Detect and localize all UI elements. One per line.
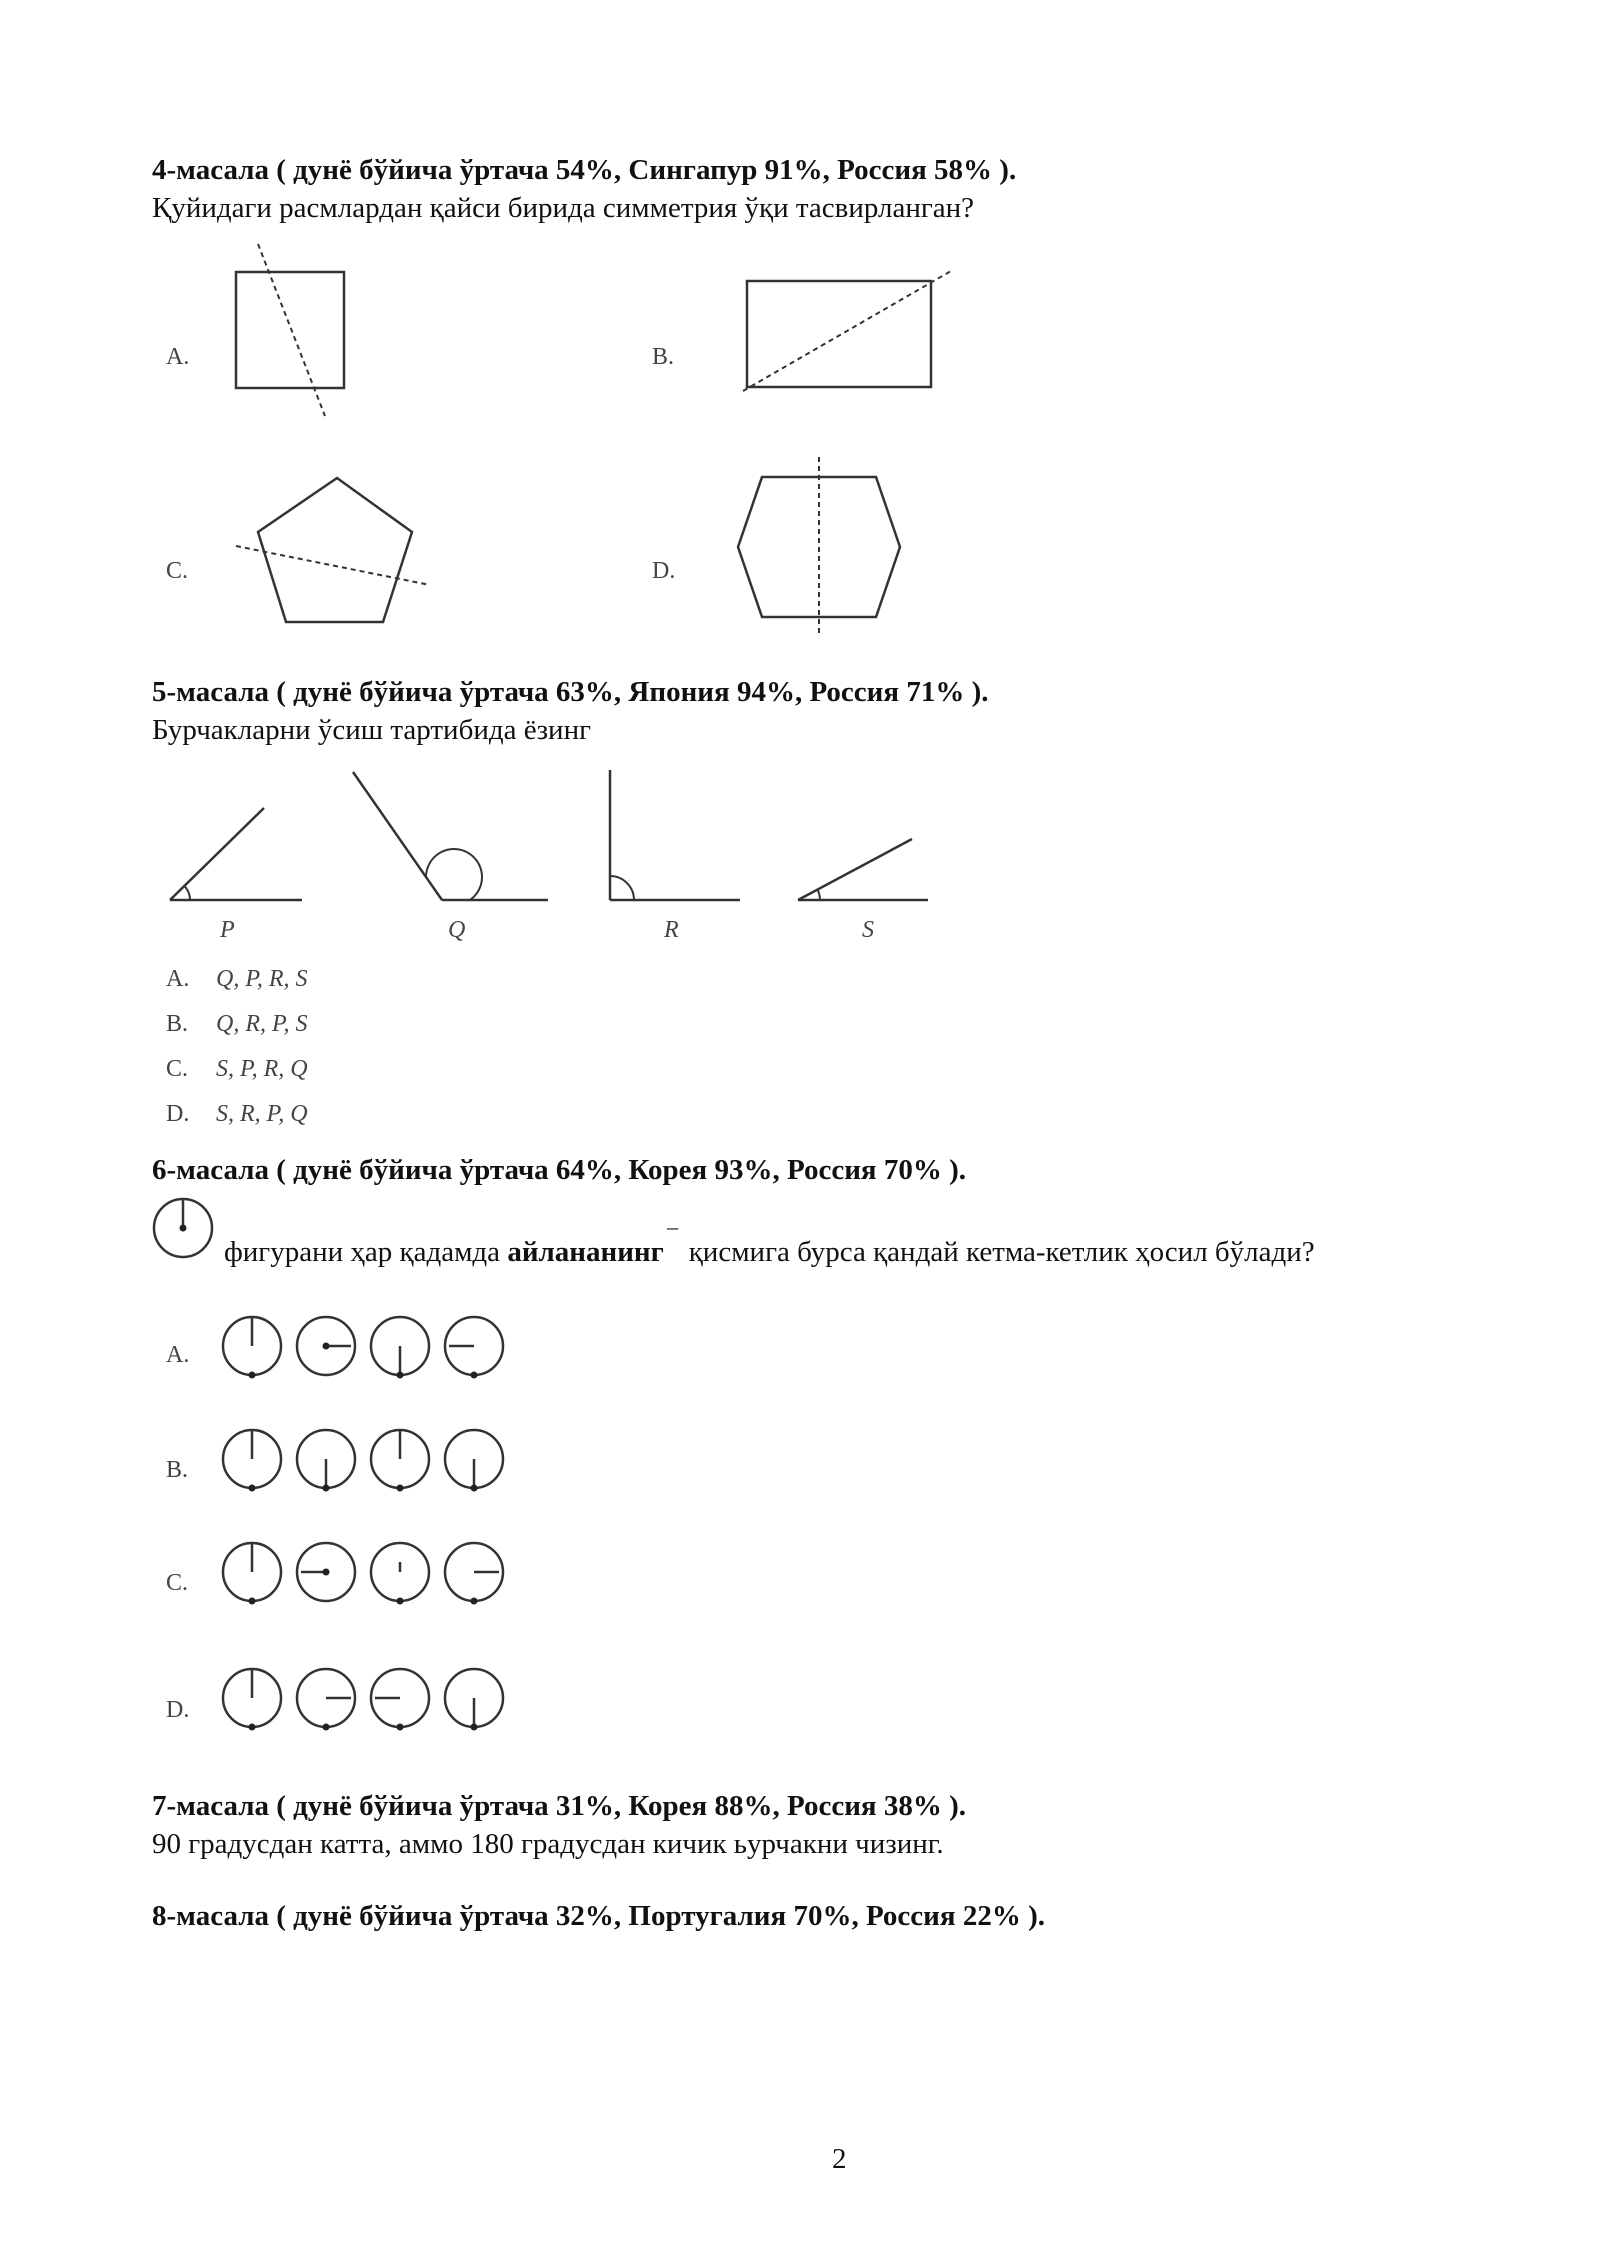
fraction-mark: ‾ (667, 1226, 678, 1258)
option-b-label: B. (652, 344, 675, 370)
rotated-circle-1 (223, 1543, 281, 1605)
rotated-circle-3 (371, 1543, 429, 1605)
option-c-label: C. (166, 558, 189, 584)
option-c-letter: C. (166, 1056, 189, 1082)
seq-option-c-label: C. (166, 1570, 189, 1596)
hexagon-with-vertical-line-figure (730, 455, 910, 640)
rotated-circle-1 (223, 1430, 281, 1492)
problem-5-question: Бурчакларни ўсиш тартибида ёзинг (152, 714, 591, 746)
angle-p (170, 808, 302, 900)
angle-q (353, 772, 548, 900)
seq-option-a-label: A. (166, 1342, 190, 1368)
rotated-circle-2 (297, 1669, 355, 1731)
rotated-circle-3 (371, 1430, 429, 1492)
angles-figure (160, 760, 960, 910)
rotated-circle-2 (297, 1317, 355, 1375)
sequence-b-figure (218, 1425, 518, 1495)
question-text-before: фигурани ҳар қадамда (224, 1236, 508, 1268)
problem-6-title: 6-масала ( дунё бўйича ўртача 64%, Корея 93%, Россия 70% ). (152, 1154, 966, 1186)
square-with-diagonal-line-figure (230, 240, 350, 420)
sequence-a-figure (218, 1312, 518, 1382)
angle-label-r: R (664, 917, 679, 943)
option-a-value: Q, P, R, S (216, 966, 308, 992)
angle-label-s: S (862, 917, 874, 943)
rotated-circle-2 (297, 1543, 355, 1601)
rotated-circle-2 (297, 1430, 355, 1492)
option-b-letter: B. (166, 1011, 189, 1037)
option-a-label: A. (166, 344, 190, 370)
rectangle-with-diagonal-line-figure (735, 265, 955, 395)
rotated-circle-3 (371, 1669, 429, 1731)
rotated-circle-4 (445, 1669, 503, 1731)
problem-4-title: 4-масала ( дунё бўйича ўртача 54%, Сингапур 91%, Россия 58% ). (152, 154, 1017, 186)
option-d-letter: D. (166, 1101, 190, 1127)
rotated-circle-4 (445, 1430, 503, 1492)
seq-option-b-label: B. (166, 1457, 189, 1483)
rotated-circle-4 (445, 1543, 503, 1605)
question-bold-word: айлананинг (507, 1236, 664, 1268)
rotated-circle-3 (371, 1317, 429, 1379)
question-text-after: қисмига бурса қандай кетма-кетлик ҳосил бўлади? (681, 1236, 1315, 1268)
problem-5-title: 5-масала ( дунё бўйича ўртача 63%, Япония 94%, Россия 71% ). (152, 676, 989, 708)
pentagon-with-line-figure (230, 470, 440, 630)
option-c-value: S, P, R, Q (216, 1056, 308, 1082)
angle-s (798, 839, 928, 900)
seq-option-d-label: D. (166, 1697, 190, 1723)
clock-circle-icon (150, 1195, 216, 1261)
sequence-d-figure (218, 1664, 518, 1734)
sequence-c-figure (218, 1538, 518, 1608)
angle-label-p: P (220, 917, 235, 943)
option-b-value: Q, R, P, S (216, 1011, 308, 1037)
problem-7-title: 7-масала ( дунё бўйича ўртача 31%, Корея 88%, Россия 38% ). (152, 1790, 966, 1822)
option-d-label: D. (652, 558, 676, 584)
angle-r (610, 770, 740, 900)
rotated-circle-1 (223, 1669, 281, 1731)
option-a-letter: A. (166, 966, 190, 992)
option-d-value: S, R, P, Q (216, 1101, 308, 1127)
page-number: 2 (832, 2143, 847, 2175)
problem-8-title: 8-масала ( дунё бўйича ўртача 32%, Португалия 70%, Россия 22% ). (152, 1900, 1045, 1932)
rotated-circle-4 (445, 1317, 503, 1379)
problem-7-question: 90 градусдан катта, аммо 180 градусдан кичик ьурчакни чизинг. (152, 1828, 944, 1860)
problem-6-question (224, 1226, 1315, 1268)
angle-label-q: Q (448, 917, 466, 943)
rotated-circle-1 (223, 1317, 281, 1379)
problem-4-question: Қуйидаги расмлардан қайси бирида симметрия ўқи тасвирланган? (152, 192, 974, 224)
